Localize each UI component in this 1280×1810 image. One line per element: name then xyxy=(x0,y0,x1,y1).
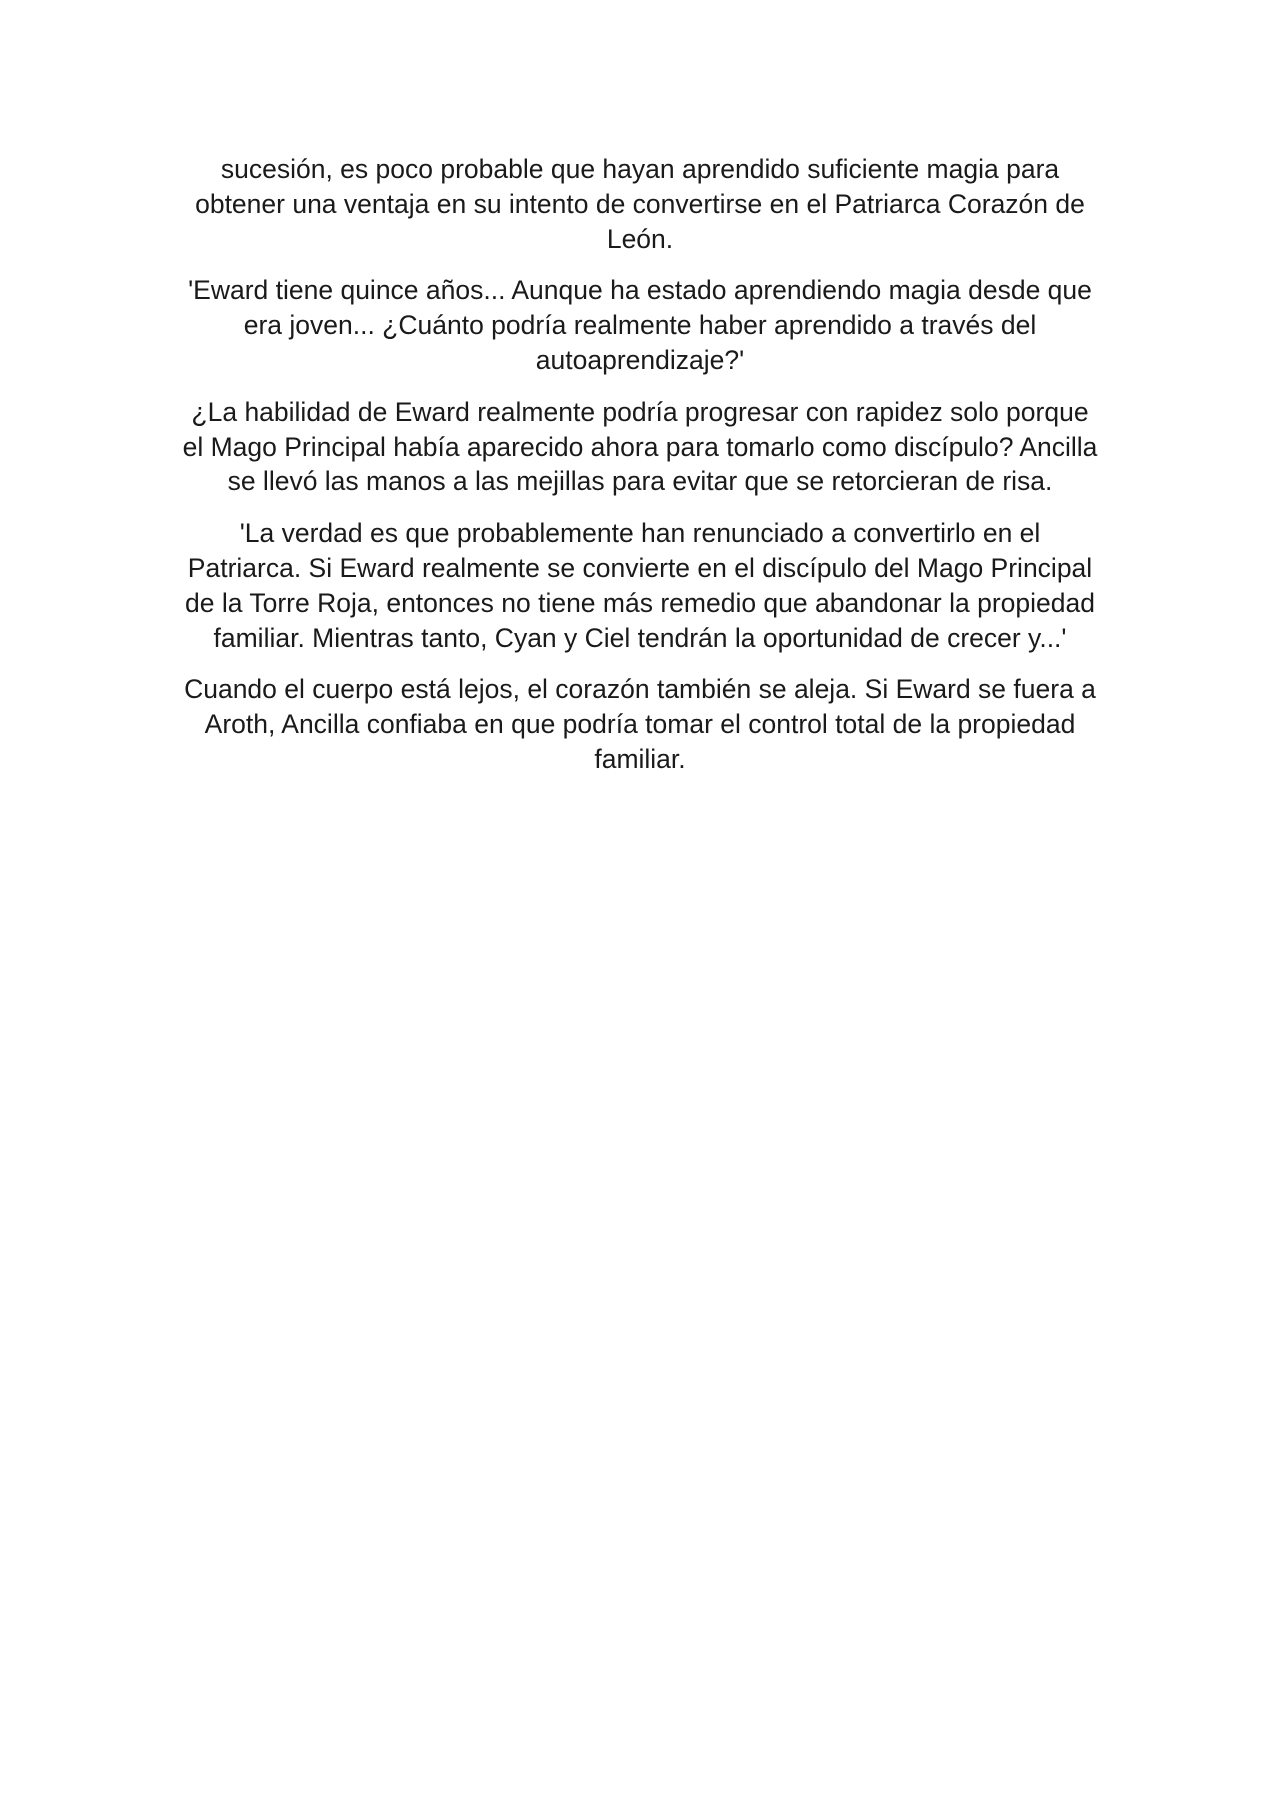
paragraph-5: Cuando el cuerpo está lejos, el corazón también se aleja. Si Eward se fuera a Aroth, Ancilla confiaba en que podría tomar el control total de la propiedad familiar. xyxy=(184,674,1096,774)
paragraph-4: 'La verdad es que probablemente han renunciado a convertirlo en el Patriarca. Si Eward realmente se convierte en el discípulo del Mago Principal de la Torre Roja, entonces no tiene más remedio que abandonar la propiedad familiar. Mientras tanto, Cyan y Ciel tendrán la oportunidad de crecer y...' xyxy=(185,518,1095,653)
paragraph-1: sucesión, es poco probable que hayan aprendido suficiente magia para obtener una ventaja en su intento de convertirse en el Patriarca Corazón de León. xyxy=(195,154,1085,254)
document-body xyxy=(180,152,1100,794)
paragraph-2: 'Eward tiene quince años... Aunque ha estado aprendiendo magia desde que era joven... ¿Cuánto podría realmente haber aprendido a través del autoaprendizaje?' xyxy=(188,275,1092,375)
paragraph-3: ¿La habilidad de Eward realmente podría progresar con rapidez solo porque el Mago Principal había aparecido ahora para tomarlo como discípulo? Ancilla se llevó las manos a las mejillas para evitar que se retorcieran de risa. xyxy=(182,396,1098,497)
